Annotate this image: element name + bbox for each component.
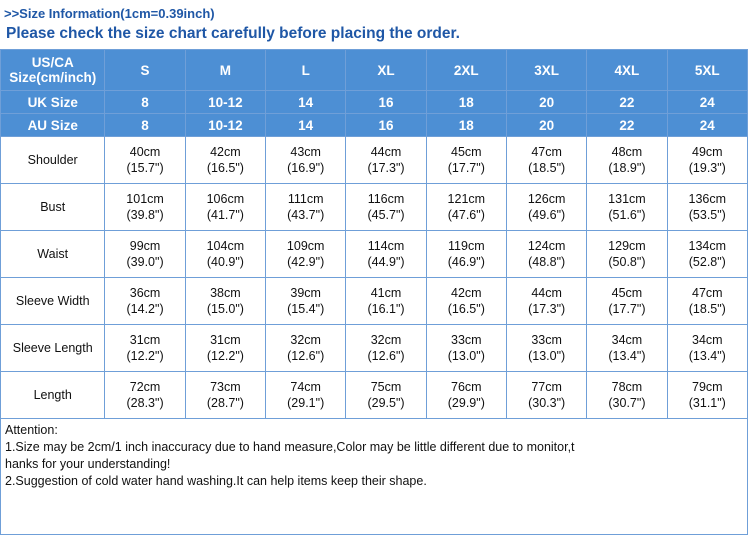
value-cm: 129cm	[608, 239, 646, 253]
value-inch: (43.7")	[287, 208, 325, 222]
measure-cell	[667, 184, 747, 231]
value-inch: (29.5")	[367, 396, 405, 410]
corner-label	[1, 50, 105, 91]
uk-size-value: 8	[105, 91, 185, 114]
uk-size-value: 10-12	[185, 91, 265, 114]
measure-cell	[185, 231, 265, 278]
value-cm: 121cm	[447, 192, 486, 206]
attention-line-2: 2.Suggestion of cold water hand washing.It can help items keep their shape.	[5, 474, 427, 488]
value-inch: (39.0")	[126, 255, 164, 269]
table-row	[1, 137, 748, 184]
value-cm: 31cm	[210, 333, 241, 347]
value-inch: (45.7")	[367, 208, 405, 222]
value-inch: (17.3")	[367, 161, 405, 175]
value-cm: 44cm	[370, 145, 402, 159]
value-inch: (18.9")	[608, 161, 646, 175]
measure-cell	[185, 184, 265, 231]
value-cm: 75cm	[370, 380, 402, 394]
value-cm: 77cm	[531, 380, 562, 394]
value-cm: 114cm	[367, 239, 405, 253]
value-inch: (12.2")	[206, 349, 244, 363]
table-row	[1, 184, 748, 231]
measure-cell	[506, 372, 586, 419]
value-cm: 47cm	[531, 145, 562, 159]
value-inch: (16.5")	[206, 161, 244, 175]
measure-cell	[426, 231, 506, 278]
measure-cell	[266, 184, 346, 231]
value-inch: (17.7")	[608, 302, 646, 316]
uk-size-value: 14	[266, 91, 346, 114]
value-cm: 104cm	[206, 239, 245, 253]
value-cm: 47cm	[692, 286, 723, 300]
value-cm: 136cm	[688, 192, 727, 206]
size-header-s: S	[105, 50, 185, 91]
table-row	[1, 325, 748, 372]
au-size-label: AU Size	[1, 114, 105, 137]
table-row	[1, 231, 748, 278]
uk-size-value: 22	[587, 91, 667, 114]
measure-cell	[667, 278, 747, 325]
measure-cell	[667, 231, 747, 278]
uk-size-row	[1, 91, 748, 114]
size-header-4xl: 4XL	[587, 50, 667, 91]
au-size-value: 20	[506, 114, 586, 137]
measure-cell	[105, 372, 185, 419]
value-inch: (52.8")	[688, 255, 726, 269]
value-inch: (46.9")	[447, 255, 485, 269]
uk-size-label: UK Size	[1, 91, 105, 114]
value-inch: (17.3")	[528, 302, 566, 316]
value-inch: (12.2")	[126, 349, 164, 363]
value-cm: 34cm	[692, 333, 723, 347]
value-cm: 76cm	[451, 380, 482, 394]
value-cm: 48cm	[611, 145, 643, 159]
value-inch: (18.5")	[528, 161, 566, 175]
measure-cell	[266, 137, 346, 184]
au-size-value: 22	[587, 114, 667, 137]
measure-cell	[346, 278, 426, 325]
value-inch: (13.0")	[447, 349, 485, 363]
uk-size-value: 20	[506, 91, 586, 114]
measure-label-bust: Bust	[1, 184, 105, 231]
value-inch: (28.7")	[206, 396, 244, 410]
measure-cell	[587, 325, 667, 372]
attention-note	[0, 419, 748, 535]
value-inch: (41.7")	[206, 208, 244, 222]
measure-cell	[105, 231, 185, 278]
table-row	[1, 372, 748, 419]
value-cm: 45cm	[611, 286, 643, 300]
value-cm: 31cm	[129, 333, 161, 347]
value-inch: (42.9")	[287, 255, 325, 269]
au-size-value: 24	[667, 114, 747, 137]
measure-cell	[506, 231, 586, 278]
value-cm: 79cm	[692, 380, 723, 394]
measure-cell	[105, 184, 185, 231]
value-cm: 33cm	[451, 333, 482, 347]
measure-cell	[587, 372, 667, 419]
measure-cell	[346, 372, 426, 419]
attention-line-1: 1.Size may be 2cm/1 inch inaccuracy due to hand measure,Color may be little different due to monitor,t	[5, 440, 575, 454]
value-cm: 116cm	[367, 192, 405, 206]
size-header-5xl: 5XL	[667, 50, 747, 91]
value-cm: 44cm	[531, 286, 562, 300]
size-header-xl: XL	[346, 50, 426, 91]
value-inch: (19.3")	[688, 161, 726, 175]
measure-label-shoulder: Shoulder	[1, 137, 105, 184]
value-cm: 126cm	[527, 192, 566, 206]
measure-label-sleeve-length: Sleeve Length	[1, 325, 105, 372]
value-cm: 111cm	[287, 192, 324, 206]
measure-cell	[266, 372, 346, 419]
value-cm: 109cm	[286, 239, 325, 253]
value-cm: 43cm	[290, 145, 321, 159]
value-cm: 34cm	[611, 333, 643, 347]
value-inch: (39.8")	[126, 208, 164, 222]
size-table	[0, 49, 748, 419]
measure-cell	[266, 278, 346, 325]
measure-cell	[346, 184, 426, 231]
value-cm: 42cm	[210, 145, 241, 159]
value-cm: 78cm	[611, 380, 643, 394]
value-inch: (44.9")	[367, 255, 405, 269]
size-chart-notice: Please check the size chart carefully before placing the order.	[6, 25, 460, 42]
measure-cell	[105, 325, 185, 372]
measure-cell	[185, 278, 265, 325]
value-inch: (16.5")	[447, 302, 485, 316]
measure-cell	[506, 184, 586, 231]
uk-size-value: 16	[346, 91, 426, 114]
value-cm: 32cm	[370, 333, 402, 347]
value-inch: (18.5")	[688, 302, 726, 316]
value-cm: 72cm	[129, 380, 161, 394]
value-cm: 42cm	[451, 286, 482, 300]
measure-label-sleeve-width: Sleeve Width	[1, 278, 105, 325]
value-cm: 49cm	[692, 145, 723, 159]
value-cm: 32cm	[290, 333, 321, 347]
value-cm: 45cm	[451, 145, 482, 159]
au-size-value: 16	[346, 114, 426, 137]
au-size-value: 18	[426, 114, 506, 137]
attention-line-1-cont: hanks for your understanding!	[5, 457, 171, 471]
value-cm: 38cm	[210, 286, 241, 300]
value-inch: (30.3")	[528, 396, 566, 410]
value-inch: (48.8")	[528, 255, 566, 269]
value-inch: (16.1")	[367, 302, 405, 316]
value-inch: (14.2")	[126, 302, 164, 316]
value-inch: (51.6")	[608, 208, 646, 222]
value-inch: (40.9")	[206, 255, 244, 269]
value-cm: 40cm	[129, 145, 161, 159]
size-header-2xl: 2XL	[426, 50, 506, 91]
value-cm: 119cm	[448, 239, 485, 253]
measure-cell	[105, 137, 185, 184]
value-cm: 36cm	[129, 286, 161, 300]
size-header-3xl: 3XL	[506, 50, 586, 91]
au-size-value: 8	[105, 114, 185, 137]
measure-label-length: Length	[1, 372, 105, 419]
measure-cell	[426, 137, 506, 184]
measure-cell	[346, 231, 426, 278]
measure-cell	[266, 325, 346, 372]
corner-label-line2: Size(cm/inch)	[9, 70, 97, 85]
measure-cell	[587, 137, 667, 184]
au-size-value: 14	[266, 114, 346, 137]
measure-cell	[667, 137, 747, 184]
value-inch: (12.6")	[287, 349, 325, 363]
table-row	[1, 278, 748, 325]
measure-cell	[105, 278, 185, 325]
value-cm: 33cm	[531, 333, 562, 347]
value-cm: 134cm	[688, 239, 727, 253]
value-inch: (49.6")	[528, 208, 566, 222]
measure-cell	[346, 137, 426, 184]
value-cm: 39cm	[290, 286, 321, 300]
measure-cell	[667, 372, 747, 419]
measure-cell	[426, 325, 506, 372]
value-cm: 124cm	[527, 239, 566, 253]
measure-cell	[426, 184, 506, 231]
measure-cell	[587, 184, 667, 231]
value-cm: 41cm	[370, 286, 402, 300]
value-inch: (29.1")	[287, 396, 325, 410]
uk-size-value: 18	[426, 91, 506, 114]
measure-cell	[506, 325, 586, 372]
value-cm: 73cm	[210, 380, 241, 394]
measure-cell	[667, 325, 747, 372]
table-header-row	[1, 50, 748, 91]
value-inch: (15.7")	[126, 161, 164, 175]
measure-cell	[506, 278, 586, 325]
value-inch: (15.0")	[206, 302, 244, 316]
value-inch: (17.7")	[447, 161, 485, 175]
value-inch: (50.8")	[608, 255, 646, 269]
measure-label-waist: Waist	[1, 231, 105, 278]
measure-cell	[185, 137, 265, 184]
measure-cell	[426, 278, 506, 325]
value-inch: (12.6")	[367, 349, 405, 363]
value-inch: (53.5")	[688, 208, 726, 222]
value-inch: (29.9")	[447, 396, 485, 410]
value-inch: (15.4")	[287, 302, 325, 316]
size-information-heading: >>Size Information(1cm=0.39inch)	[4, 6, 215, 21]
value-cm: 131cm	[608, 192, 646, 206]
measure-cell	[266, 231, 346, 278]
value-inch: (47.6")	[447, 208, 485, 222]
value-inch: (13.0")	[528, 349, 566, 363]
au-size-row	[1, 114, 748, 137]
measure-cell	[185, 372, 265, 419]
value-inch: (13.4")	[608, 349, 646, 363]
value-cm: 101cm	[126, 192, 164, 206]
size-header-m: M	[185, 50, 265, 91]
value-inch: (16.9")	[287, 161, 325, 175]
measure-cell	[346, 325, 426, 372]
value-inch: (28.3")	[126, 396, 164, 410]
measure-cell	[426, 372, 506, 419]
attention-title: Attention:	[5, 423, 58, 437]
value-inch: (31.1")	[688, 396, 726, 410]
value-cm: 99cm	[129, 239, 161, 253]
au-size-value: 10-12	[185, 114, 265, 137]
measure-cell	[506, 137, 586, 184]
corner-label-line1: US/CA	[31, 55, 74, 70]
value-cm: 106cm	[206, 192, 245, 206]
size-header-l: L	[266, 50, 346, 91]
uk-size-value: 24	[667, 91, 747, 114]
value-inch: (30.7")	[608, 396, 646, 410]
value-inch: (13.4")	[688, 349, 726, 363]
measure-cell	[587, 231, 667, 278]
measure-cell	[587, 278, 667, 325]
value-cm: 74cm	[290, 380, 321, 394]
measure-cell	[185, 325, 265, 372]
